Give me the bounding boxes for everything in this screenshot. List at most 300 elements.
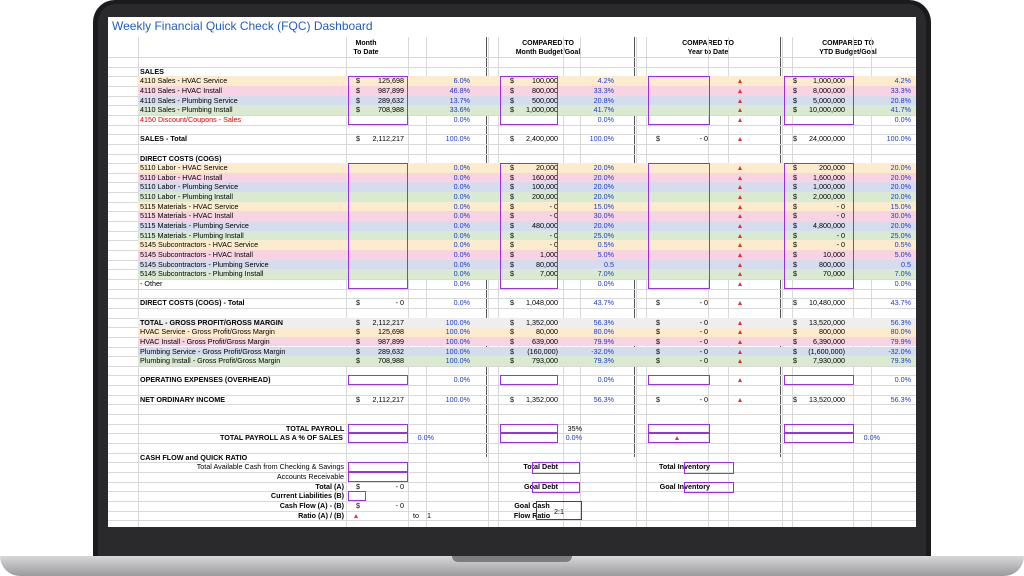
warning-triangle-icon [738,89,742,93]
ytdb-percent: 20.0% [890,192,911,202]
ytdb-value: (1,600,000) [808,346,845,356]
currency-sign: $ [510,327,514,337]
ytdb-value: 4,800,000 [813,221,845,231]
mbg-percent: 0.5 [604,259,614,269]
table-row [138,298,916,308]
header-month-to-date [336,39,396,57]
ytdb-value: 70,000 [823,269,845,279]
mbg-value: 80,000 [536,327,558,337]
ytdb-value: 7,930,000 [813,356,845,366]
ytdb-percent: 0.0% [894,375,911,385]
currency-sign: $ [793,327,797,337]
table-row [138,482,916,492]
currency-sign: $ [793,182,797,192]
ytdb-percent: 20.0% [890,182,911,192]
header-mtd-line1: Month [355,40,377,47]
mtd-percent: 33.6% [449,105,470,115]
grid-line [108,414,916,415]
table-row [138,337,916,347]
mtd-percent: 100.0% [445,346,470,356]
cashflow-value: - 0 [395,500,404,510]
mbg-value: - 0 [549,201,558,211]
mtd-value: 289,632 [378,346,404,356]
currency-sign: $ [510,105,514,115]
mbg-payroll-pct[interactable] [500,433,558,443]
ytdb-payroll-input[interactable] [784,424,854,434]
grid-line [108,289,916,290]
ytdb-value: 200,000 [819,163,845,173]
mtd-percent: 0.0% [453,182,470,192]
mtd-value: 125,698 [378,327,404,337]
currency-sign: $ [510,356,514,366]
currency-sign: $ [356,95,360,105]
mbg-percent: 5.0% [597,250,614,259]
ytdb-percent: 43.7% [890,298,911,308]
ytdb-percent: 20.0% [890,172,911,182]
currency-sign: $ [510,230,514,240]
mbg-value: 500,000 [532,95,558,105]
ytdb-value: 6,390,000 [813,336,845,346]
mbg-value: 160,000 [532,172,558,182]
mbg-opex-input[interactable] [500,375,558,385]
ytdb-sales-input[interactable] [784,76,854,124]
currency-sign: $ [510,240,514,250]
mbg-value: 35% [567,423,582,433]
row-label: - Other [140,278,163,288]
warning-triangle-icon [738,195,742,199]
ytdb-cogs-input[interactable] [784,163,854,288]
mtd-value: 289,632 [378,95,404,105]
currency-sign: $ [356,134,360,144]
mbg-value: 2,400,000 [526,134,558,144]
table-row [138,491,916,501]
mtd-value: 987,899 [378,85,404,95]
mbg-percent: 0.0% [565,433,582,443]
warning-triangle-icon [738,272,742,276]
warning-triangle-icon [738,330,742,334]
mbg-percent: 0.5% [597,240,614,250]
mtd-value: 987,899 [378,336,404,346]
grid-line [108,366,916,367]
header-ytd-line2: Year to Date [687,49,729,56]
mtd-percent: 100.0% [445,336,470,346]
section-label-cogs: DIRECT COSTS (COGS) [140,153,222,163]
row-label: OPERATING EXPENSES (OVERHEAD) [140,375,271,385]
mbg-value: 100,000 [532,76,558,86]
row-label: Plumbing Service - Gross Profit/Gross Margin [140,346,286,356]
currency-sign: $ [510,298,514,308]
currency-sign: $ [793,221,797,231]
ytd-value: - 0 [699,356,708,366]
goal-cash-flow-ratio-box[interactable]: 2:1 [536,501,582,520]
ytdb-percent: 0.5 [901,259,911,269]
warning-triangle-icon [738,282,742,286]
total-inventory-input[interactable] [684,462,734,474]
warning-triangle-icon [738,205,742,209]
mtd-value: 708,988 [378,356,404,366]
warning-triangle-icon [738,359,742,363]
currency-sign: $ [793,259,797,269]
ytdb-value: - 0 [836,201,845,211]
mbg-percent: 4.2% [597,76,614,86]
mbg-percent: 20.0% [593,163,614,173]
mbg-percent: 33.3% [593,85,614,95]
mbg-percent: 79.3% [593,356,614,366]
currency-sign: $ [356,317,360,327]
row-label: Goal Inventory [659,481,710,491]
mbg-percent: 20.0% [593,192,614,202]
currency-sign: $ [656,317,660,327]
warning-triangle-icon [738,79,742,83]
currency-sign: $ [356,76,360,86]
accounts-receivable-input[interactable] [348,472,408,482]
currency-sign: $ [510,192,514,202]
grid-line [108,125,916,126]
warning-triangle-icon [738,108,742,112]
mbg-sales-input[interactable] [500,76,558,124]
grid-line [108,404,916,405]
currency-sign: $ [510,172,514,182]
row-label: HVAC Service - Gross Profit/Gross Margin [140,327,275,337]
mtd-cogs-input[interactable] [348,163,408,288]
mbg-value: 793,000 [532,356,558,366]
grid-line [108,520,916,521]
ytdb-percent: 0.0% [863,433,880,443]
row-label: Total Available Cash from Checking & Savings [196,462,344,472]
currency-sign: $ [793,250,797,259]
warning-triangle-icon [738,137,742,141]
mbg-value: - 0 [549,211,558,221]
warning-triangle-icon [738,321,742,325]
currency-sign: $ [793,269,797,279]
laptop-notch [452,556,572,562]
mtd-percent: 0.0% [453,269,470,279]
row-label: 5145 Subcontractors - Plumbing Service [140,259,269,269]
currency-sign: $ [793,211,797,221]
row-label: Goal Debt [524,481,558,491]
mbg-value: 1,000,000 [526,105,558,115]
row-label: Total Debt [523,462,558,472]
currency-sign: $ [356,346,360,356]
mtd-percent: 0.0% [453,201,470,211]
mbg-value: 1,352,000 [526,317,558,327]
currency-sign: $ [356,336,360,346]
mbg-percent: -32.0% [591,346,614,356]
row-label: TOTAL PAYROLL [286,423,345,433]
row-label: HVAC Install - Gross Profit/Gross Margin [140,336,270,346]
mbg-percent: 20.0% [593,172,614,182]
row-label: Total Inventory [659,462,710,472]
ytdb-value: - 0 [836,230,845,240]
ytdb-value: 2,000,000 [813,192,845,202]
ytdb-value: 5,000,000 [813,95,845,105]
current-liabilities-input[interactable] [348,491,366,501]
currency-sign: $ [656,394,660,404]
ytdb-percent: 4.2% [894,76,911,86]
currency-sign: $ [793,201,797,211]
warning-triangle-icon [738,253,742,257]
mtd-value: - 0 [395,298,404,308]
table-row [138,67,916,77]
ytdb-percent: 20.0% [890,221,911,231]
mbg-percent: 56.3% [593,394,614,404]
grid-line [108,144,916,145]
ytdb-opex-input[interactable] [784,375,854,385]
ytdb-percent: 30.0% [890,211,911,221]
mbg-value: 800,000 [532,85,558,95]
ytdb-value: 800,000 [819,327,845,337]
currency-sign: $ [510,394,514,404]
warning-triangle-icon [738,118,742,122]
mbg-percent: 80.0% [593,327,614,337]
ytdb-percent: 56.3% [890,317,911,327]
row-label: 5110 Labor - HVAC Install [140,172,223,182]
ytd-value: - 0 [699,346,708,356]
currency-sign: $ [793,76,797,86]
mtd-percent: 0.0% [453,298,470,308]
row-label: 5115 Materials - Plumbing Service [140,221,249,231]
mtd-percent: 0.0% [453,221,470,231]
table-row [138,356,916,366]
header-ytdb-line1: COMPARED TO [822,40,874,47]
mtd-opex-input[interactable] [348,375,408,385]
ytdb-percent: 25.0% [890,230,911,240]
mtd-percent: 0.0% [453,114,470,124]
mtd-percent: 6.0% [453,76,470,86]
currency-sign: $ [356,500,360,510]
ytdb-percent: 0.0% [894,114,911,124]
mtd-payroll-input[interactable] [348,424,408,434]
currency-sign: $ [793,105,797,115]
header-ytd-line1: COMPARED TO [682,40,734,47]
currency-sign: $ [510,134,514,144]
ytdb-value: - 0 [836,211,845,221]
warning-triangle-icon [738,176,742,180]
currency-sign: $ [356,481,360,491]
table-row [138,327,916,337]
mtd-percent: 100.0% [445,134,470,144]
mbg-percent: 41.7% [593,105,614,115]
currency-sign: $ [356,394,360,404]
grid-line [108,385,916,386]
mtd-percent: 0.0% [453,375,470,385]
total-a-value: - 0 [395,481,404,491]
currency-sign: $ [793,336,797,346]
warning-triangle-icon [738,378,742,382]
ytdb-percent: 100.0% [886,134,911,144]
ytdb-percent: 0.0% [894,278,911,288]
table-row [138,511,916,521]
ytd-opex-input[interactable] [648,375,710,385]
currency-sign: $ [793,230,797,240]
mtd-percent: 0.0% [453,163,470,173]
mbg-percent: 25.0% [593,230,614,240]
ytdb-percent: 20.8% [890,95,911,105]
currency-sign: $ [510,346,514,356]
currency-sign: $ [356,85,360,95]
currency-sign: $ [510,201,514,211]
row-label: 5115 Materials - HVAC Install [140,211,234,221]
currency-sign: $ [510,211,514,221]
header-mtd-line2: To Date [353,49,379,56]
currency-sign: $ [510,163,514,173]
currency-sign: $ [793,298,797,308]
mtd-value: 708,988 [378,105,404,115]
ytdb-value: - 0 [836,240,845,250]
ytd-cogs-input[interactable] [648,163,710,288]
ratio-to: to [413,510,419,520]
mtd-percent: 100.0% [445,327,470,337]
ytdb-percent: 20.0% [890,163,911,173]
mtd-percent: 0.0% [417,433,434,443]
spreadsheet-screen [108,17,916,527]
row-label: 5145 Subcontractors - Plumbing Install [140,269,264,279]
ytdb-value: 800,000 [819,259,845,269]
mbg-percent: 79.9% [593,336,614,346]
mbg-value: 20,000 [536,163,558,173]
currency-sign: $ [793,172,797,182]
table-row [138,134,916,144]
warning-triangle-icon [738,185,742,189]
mbg-payroll-input[interactable] [500,424,558,434]
goal-inventory-input[interactable] [684,482,734,494]
mbg-value: 7,000 [540,269,558,279]
ytdb-percent: 56.3% [890,394,911,404]
mbg-value: (160,000) [527,346,558,356]
warning-triangle-icon [738,224,742,228]
currency-sign: $ [793,317,797,327]
currency-sign: $ [510,336,514,346]
currency-sign: $ [793,163,797,173]
grid-line [108,57,916,58]
header-ytd-budget [803,39,893,57]
mtd-percent: 0.0% [453,259,470,269]
ytdb-percent: -32.0% [888,346,911,356]
currency-sign: $ [793,134,797,144]
table-row [138,501,916,511]
mtd-percent: 0.0% [453,230,470,240]
mbg-percent: 20.8% [593,95,614,105]
dashboard-title: Weekly Financial Quick Check (FQC) Dashboard [112,19,373,33]
ytd-sales-input[interactable] [648,76,710,124]
currency-sign: $ [510,269,514,279]
mbg-percent: 0.0% [597,278,614,288]
mbg-cogs-input[interactable] [500,163,558,288]
warning-triangle-icon [738,398,742,402]
grid-line [108,443,916,444]
table-row [138,318,916,328]
currency-sign: $ [510,250,514,259]
row-label: 5115 Materials - Plumbing Install [140,230,244,240]
mtd-percent: 0.0% [453,211,470,221]
ytdb-value: 13,520,000 [809,317,845,327]
row-label: DIRECT COSTS (COGS) - Total [140,298,245,308]
mtd-sales-input[interactable] [348,76,408,124]
warning-triangle-icon [738,263,742,267]
ytd-value: - 0 [699,134,708,144]
currency-sign: $ [510,76,514,86]
section-label-sales: SALES [140,66,164,76]
header-mbg-line1: COMPARED TO [522,40,574,47]
row-label: 5145 Subcontractors - HVAC Install [140,250,253,259]
currency-sign: $ [656,346,660,356]
currency-sign: $ [510,85,514,95]
grid-line [108,308,916,309]
row-label: TOTAL - GROSS PROFIT/GROSS MARGIN [140,317,283,327]
currency-sign: $ [793,85,797,95]
mbg-percent: 56.3% [593,317,614,327]
row-label: 4110 Sales - Plumbing Install [140,105,233,115]
ytdb-percent: 79.3% [890,356,911,366]
ytdb-percent: 80.0% [890,327,911,337]
table-row [138,347,916,357]
ytd-value: - 0 [699,327,708,337]
ytd-value: - 0 [699,336,708,346]
currency-sign: $ [656,356,660,366]
row-label: Current Liabilities (B) [270,491,344,501]
mtd-percent: 46.8% [449,85,470,95]
currency-sign: $ [510,317,514,327]
warning-triangle-icon [738,166,742,170]
currency-sign: $ [356,105,360,115]
mtd-percent: 100.0% [445,317,470,327]
currency-sign: $ [356,356,360,366]
warning-triangle-icon [738,234,742,238]
mtd-percent: 100.0% [445,394,470,404]
warning-triangle-icon [738,350,742,354]
ytdb-value: 10,000,000 [809,105,845,115]
ytd-payroll-pct[interactable] [648,433,710,443]
row-label: Accounts Receivable [276,471,344,481]
currency-sign: $ [656,327,660,337]
warning-triangle-icon [738,214,742,218]
mbg-percent: 30.0% [593,211,614,221]
mtd-payroll-pct[interactable] [348,433,408,443]
mbg-percent: 100.0% [589,134,614,144]
header-mbg-line2: Month Budget/Goal [515,49,581,56]
currency-sign: $ [793,356,797,366]
ratio-one: 1 [427,510,431,520]
row-label: NET ORDINARY INCOME [140,394,226,404]
ytd-value: - 0 [699,298,708,308]
currency-sign: $ [793,95,797,105]
currency-sign: $ [510,221,514,231]
mtd-percent: 13.7% [449,95,470,105]
mbg-percent: 15.0% [593,201,614,211]
mtd-value: 125,698 [378,76,404,86]
currency-sign: $ [356,327,360,337]
ytd-payroll-input[interactable] [648,424,710,434]
mbg-value: 200,000 [532,192,558,202]
ytdb-percent: 15.0% [890,201,911,211]
row-label: Plumbing Install - Gross Profit/Gross Margin [140,356,281,366]
mbg-value: 1,048,000 [526,298,558,308]
mbg-value: 80,000 [536,259,558,269]
currency-sign: $ [793,346,797,356]
ytdb-percent: 79.9% [890,336,911,346]
ytdb-payroll-pct[interactable] [784,433,854,443]
ytdb-value: 8,000,000 [813,85,845,95]
mtd-percent: 0.0% [453,240,470,250]
row-label: 4110 Sales - Plumbing Service [140,95,238,105]
mtd-percent: 0.0% [453,250,470,259]
mbg-value: 1,352,000 [526,394,558,404]
section-label-cashflow: CASH FLOW and QUICK RATIO [140,452,248,462]
mbg-value: - 0 [549,230,558,240]
row-label: 5115 Materials - HVAC Service [140,201,239,211]
table-row [138,462,916,472]
table-row [138,453,916,463]
